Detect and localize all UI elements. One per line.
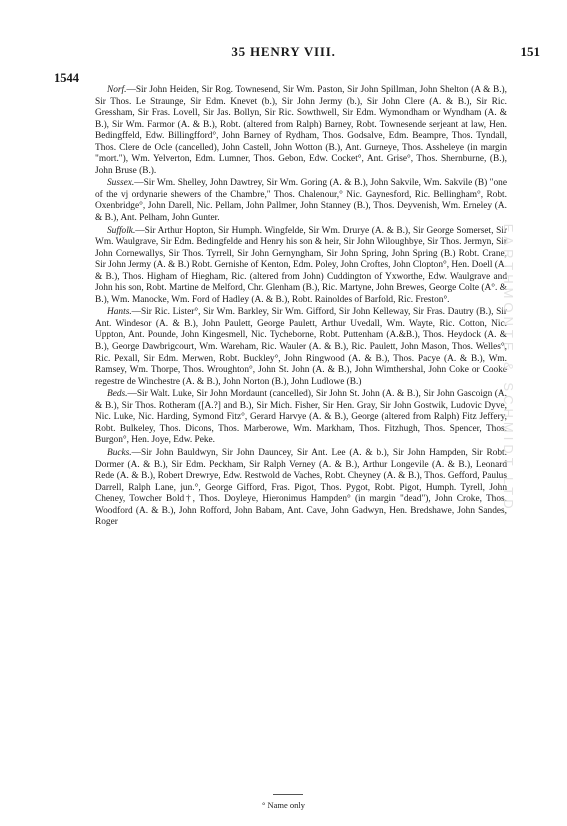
- county-heading: Hants.: [107, 307, 132, 318]
- running-head: 35 HENRY VIII.: [231, 44, 336, 59]
- paragraph-text: —Sir John Bauldwyn, Sir John Dauncey, Sir Ant. Lee (A. & b.), Sir John Hampden, Sir Robt. Dormer (A. & B.), Sir Edm. Peckham, Sir Ralph Verney (A. & B.), Arthur Longevile (A. & B.), Leonard Rede (A. & B.), Robert Drewrye, Edw. Restwold de Vaches, Robt. Cheyney (A. & B.), Thos. Gefford, Paulus Darrell, Ralph Lane, jun.°, George Gifford, Fras. Pigot, Thos. Pygot, Robt. Pigot, Humph. Tyrell, John Cheney, Towcher Bold†, Thos. Doyleye, Hieronimus Hampden° (in margin "dead"), John Croke, Thos. Woodford (A. & B.), John Rofford, John Babam, Ant. Cave, John Gadwyn, Hen. Bredshawe, John Sandes, Roger: [95, 447, 507, 528]
- paragraph-text: —Sir Ric. Lister°, Sir Wm. Barkley, Sir Wm. Gifford, Sir John Kelleway, Sir Fras. Dautry (B.), Sir Ant. Windesor (A. & B.), John Paulett, George Paulett, Arthur Uvedall, Wm. Wayte, Ric. Cotton, Nic. Uppton, Ant. Pounde, John Kingesmell, Nic. Tycheborne, Robt. Puttenham (A.&B.), Thos. Heydock (A. & B.), George Dawbrigcourt, Wm. Wareham, Ric. Wauler (A. & B.), Ric. Paulett, John Mason, Thos. Welles°, Ric. Pexall, Sir Edm. Merwen, Robt. Buckley°, John Ringwood (A. & B.), Thos. Pacye (A. & B.), Wm. Ramsey, Wm. Thorpe, Thos. Wroughton°, John St. John (A. & B.), John Wimthershal, John Coke or Cooke regestre de Winchestre (A. & B.), John Norton (B.), John Ludlowe (B.): [95, 307, 507, 387]
- watermark: [486, 92, 526, 652]
- paragraph-text: —Sir Walt. Luke, Sir John Mordaunt (cancelled), Sir John St. John (A. & B.), Sir John Gascoign (A. & B.), Sir Thos. Rotheram ([A.?] and B.), Sir Mich. Fisher, Sir Hen. Gray, Sir John Gostwik, Ludovic Dyve, Nic. Luke, Nic. Harding, Symond Fitz°, Gerard Harvye (A. & B.), George (altered from Ralph) Fitz Jeffery, Robt. Bulkeley, Thos. Dicons, Thos. Marberowe, Wm. Markham, Thos. Fitzhugh, Thos. Spencer, Thos. Burgon°, Hen. Joye, Edw. Peke.: [95, 389, 507, 446]
- county-heading: Bucks.: [107, 447, 132, 458]
- watermark-text: EARTHMONTE & SCHMIDT LTD.: [501, 223, 516, 521]
- county-heading: Suffolk.: [107, 225, 136, 236]
- county-heading: Sussex.: [107, 178, 135, 189]
- footnote: ° Name only: [261, 800, 306, 810]
- paragraph-norfolk: [95, 85, 507, 177]
- footnote-rule: [273, 794, 303, 795]
- paragraph-hants: [95, 307, 507, 388]
- county-heading: Norf.: [107, 85, 127, 95]
- page-number: 151: [520, 44, 540, 59]
- paragraph-beds: [95, 389, 507, 447]
- paragraph-text: —Sir John Heiden, Sir Rog. Townesend, Sir Wm. Paston, Sir John Spillman, John Shelton (A & B.), Sir Thos. Le Straunge, Sir Edm. Knevet (b.), Sir John Jermy (b.), Sir John Clere (A. & B.), Sir Ric. Gressham, Sir Fras. Lovell, Sir Jas. Bollyn, Sir Ric. Sowthwell, Sir Edm. Wymondham or Wyndham (A. & B.), Sir Wm. Farmor (A. & B.), Robt. (altered from Ralph) Barney, Robt. Townesende serjeant at law, Hen. Bedingffeld, Edw. Billingfford°, John Barney of Rydham, Thos. Godsalve, Edm. Beampre, Thos. Tyndall, Thos. Clere de Ocle (cancelled), John Castell, John Wotton (B.), Ant. Gurneye, Thos. Assheleye (in margin "mort."), Wm. Yelverton, Edm. Lumner, Thos. Gebon, Edw. Cocket°, Ant. Grise°, Thos. Shernburne, (B.), John Bruse (B.).: [95, 85, 507, 176]
- paragraph-bucks: [95, 448, 507, 529]
- year-marginal: 1544: [54, 71, 79, 85]
- page-header: [0, 44, 567, 60]
- paragraph-text: —Sir Wm. Shelley, John Dawtrey, Sir Wm. Goring (A. & B.), John Sakvile, Wm. Sakvile (B) "one of the vj ordynarie shewers of the Chambre," Thos. Chalenour,° Nic. Gaynesford, Ric. Bellingham°, Robt. Oxenbridge°, John Darell, Nic. Pellam, John Pallmer, John Stanney (B.), Thos. Deyvenish, Wm. Erneley (A. & B.), Ant. Pelham, John Gunter.: [95, 178, 507, 224]
- paragraph-text: —Sir Arthur Hopton, Sir Humph. Wingfelde, Sir Wm. Drurye (A. & B.), Sir George Somerset, Sir Wm. Waulgrave, Sir Edm. Bedingfelde and Henry his son & heir, Sir John Wiloughbye, Sir Thos. Jermyn, Sir John Cornewallys, Sir Thos. Tyrrell, Sir John Gernyngham, Sir John Spring, John Spring (B.) Robt. Crane, Sir John Jermy (A. & B.) Robt. Gernishe of Kenton, Edm. Poley, John Croftes, John Clopton°, Hen. Doell (A. & B.), Thos. Higham of Hiegham, Ric. (altered from John) Cuddington of Yxworthe, Edw. Waulgrave and John his son, Robt. Martine de Melford, Chr. Glenham (B.), Ric. Martyne, John Brewes, George Colte (A°. & B.), Wm. Manocke, Wm. Ford of Hadley (A. & B.), Robt. Rainoldes of Barfold, Ric. Freston°.: [95, 225, 507, 305]
- paragraph-suffolk: [95, 226, 507, 307]
- body-text: [95, 85, 507, 530]
- county-heading: Beds.: [107, 389, 128, 400]
- paragraph-sussex: [95, 178, 507, 224]
